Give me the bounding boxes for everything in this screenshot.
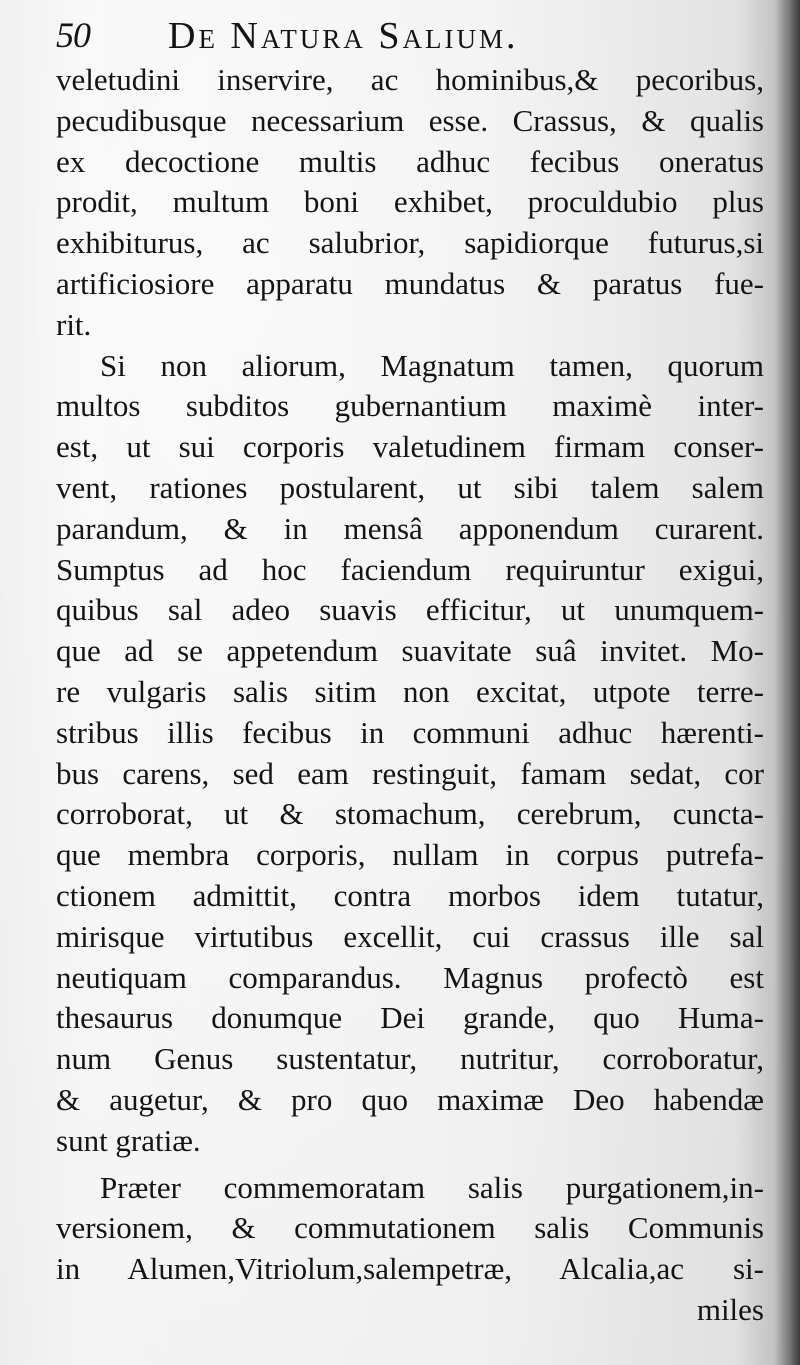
- text-line: veletudini inservire, ac hominibus,& pecoribus,: [56, 62, 764, 97]
- text-line: que ad se appetendum suavitate suâ invitet. Mo-: [56, 633, 764, 669]
- text-line: parandum, & in mensâ apponendum curarent.: [56, 510, 764, 546]
- body-text: [56, 60, 764, 1360]
- page-gutter-shadow: [774, 0, 800, 1365]
- text-line: vent, rationes postularent, ut sibi talem salem: [56, 469, 764, 505]
- text-line: quibus sal adeo suavis efficitur, ut unumquem-: [56, 592, 764, 628]
- text-line: prodit, multum boni exhibet, proculdubio plus: [56, 184, 764, 220]
- text-line: & augetur, & pro quo maximæ Deo habendæ: [56, 1081, 764, 1117]
- text-line: rit.: [56, 306, 92, 342]
- text-line: in Alumen,Vitriolum,salempetræ, Alcalia,ac si-: [56, 1251, 764, 1287]
- text-line: re vulgaris salis sitim non excitat, utpote terre-: [56, 673, 764, 709]
- text-line: Sumptus ad hoc faciendum requiruntur exigui,: [56, 551, 764, 587]
- text-line: corroborat, ut & stomachum, cerebrum, cuncta-: [56, 796, 764, 832]
- text-line: mirisque virtutibus excellit, cui crassus ille sal: [56, 918, 764, 954]
- text-line: thesaurus donumque Dei grande, quo Huma-: [56, 1000, 764, 1036]
- text-line: pecudibusque necessarium esse. Crassus, & qualis: [56, 102, 764, 138]
- paragraph-first-line: Si non aliorum, Magnatum tamen, quorum: [100, 347, 764, 383]
- catchword: miles: [696, 1291, 764, 1327]
- page-number: 50: [56, 15, 90, 55]
- text-line: que membra corporis, nullam in corpus putrefa-: [56, 837, 764, 873]
- text-line: neutiquam comparandus. Magnus profectò est: [56, 959, 764, 995]
- text-line: multos subditos gubernantium maximè inter-: [56, 388, 764, 424]
- text-line: bus carens, sed eam restinguit, famam sedat, cor: [56, 755, 764, 791]
- running-title: De Natura Salium.: [168, 15, 519, 57]
- text-line: versionem, & commutationem salis Communis: [56, 1210, 764, 1246]
- text-line: artificiosiore apparatu mundatus & paratus fue-: [56, 265, 764, 301]
- text-line: ex decoctione multis adhuc fecibus oneratus: [56, 143, 764, 179]
- text-line: sunt gratiæ.: [56, 1122, 201, 1158]
- text-line: exhibiturus, ac salubrior, sapidiorque futurus,si: [56, 225, 764, 261]
- text-line: est, ut sui corporis valetudinem firmam conser-: [56, 429, 764, 465]
- text-line: num Genus sustentatur, nutritur, corroboratur,: [56, 1041, 764, 1077]
- text-line: ctionem admittit, contra morbos idem tutatur,: [56, 877, 764, 913]
- paragraph-first-line: Præter commemoratam salis purgationem,in-: [100, 1169, 764, 1205]
- text-line: stribus illis fecibus in communi adhuc hærenti-: [56, 714, 764, 750]
- page-header: [48, 8, 768, 62]
